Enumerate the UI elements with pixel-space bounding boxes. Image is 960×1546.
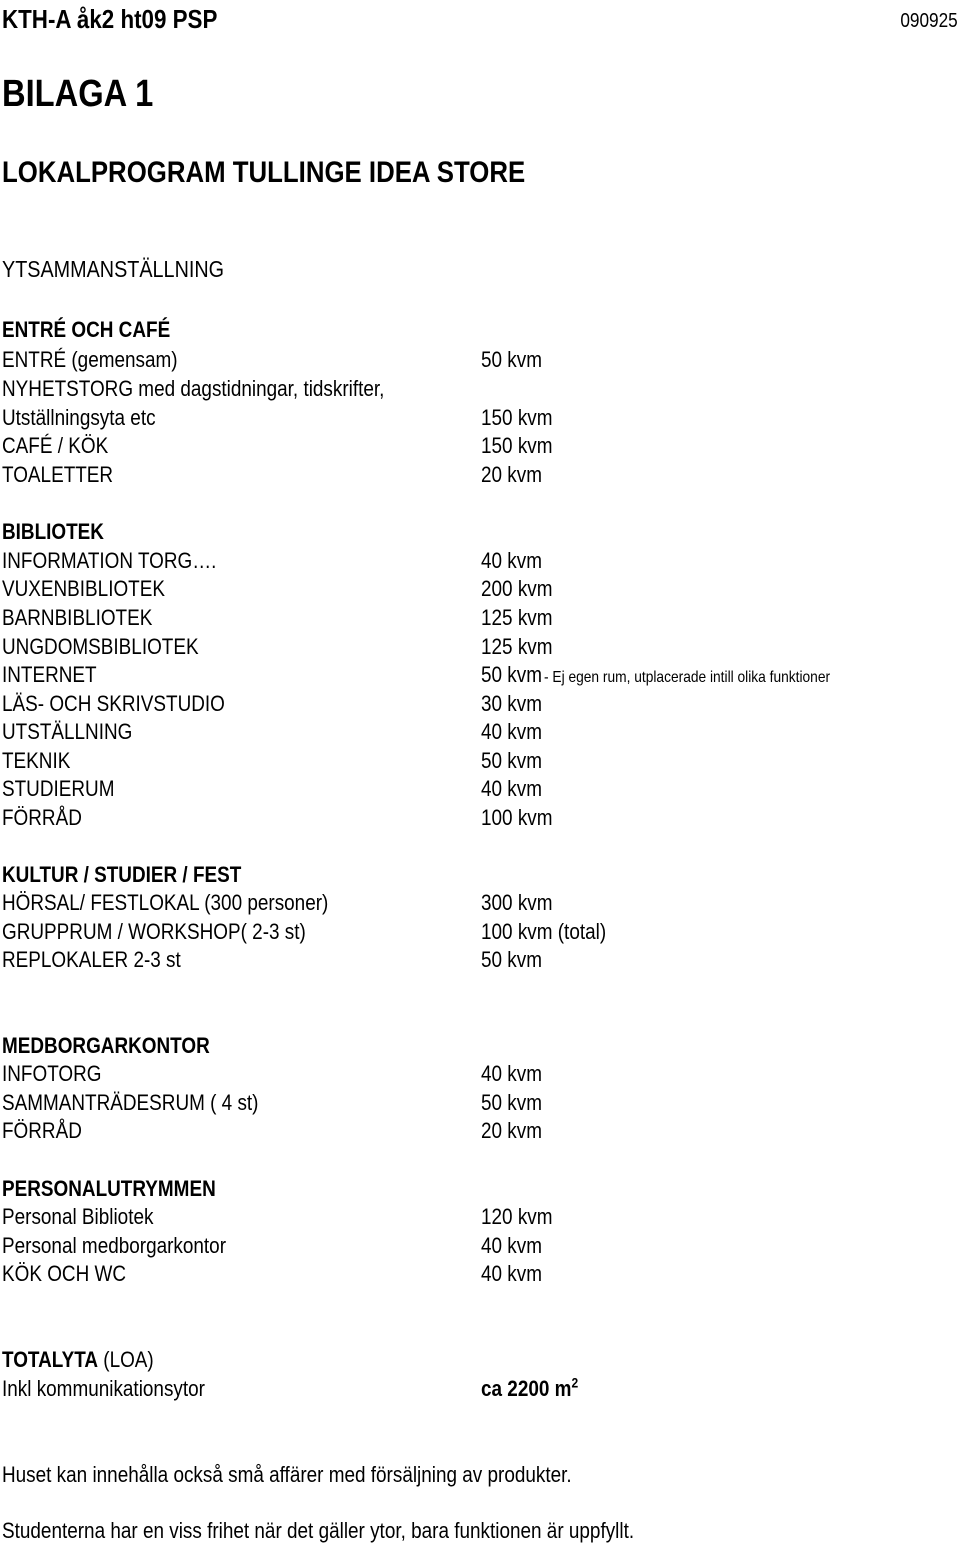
internet-note: - Ej egen rum, utplacerade intill olika funktioner	[543, 669, 830, 686]
program-title	[2, 156, 610, 190]
list-item-label: FÖRRÅD	[2, 1118, 82, 1143]
list-item-area: 100 kvm (total)	[481, 919, 607, 944]
list-item-area: 50 kvm	[481, 947, 542, 972]
list-item-label: SAMMANTRÄDESRUM ( 4 st)	[2, 1090, 259, 1115]
list-item-label: REPLOKALER 2-3 st	[2, 947, 181, 972]
list-item-area: 50 kvm	[481, 748, 542, 773]
list-item-area: 20 kvm	[481, 462, 542, 487]
list-item-area: 30 kvm	[481, 691, 542, 716]
list-item-area: 40 kvm	[481, 548, 542, 573]
list-item-label: Utställningsyta etc	[2, 405, 156, 430]
list-item-label: BARNBIBLIOTEK	[2, 605, 153, 630]
list-item-area: 40 kvm	[481, 776, 542, 801]
group-title-kultur	[2, 861, 280, 889]
total-value-text: ca 2200 m	[481, 1376, 572, 1401]
footer-note-students: Studenterna har en viss frihet när det gäller ytor, bara funktionen är uppfyllt.	[2, 1518, 635, 1543]
list-item-label: CAFÉ / KÖK	[2, 433, 109, 458]
list-item-area: 40 kvm	[481, 1061, 542, 1086]
group-title-bibliotek	[2, 518, 121, 546]
list-item-area: 200 kvm	[481, 576, 553, 601]
list-item-area: 50 kvm- Ej egen rum, utplacerade intill olika funktioner	[481, 661, 877, 692]
list-item-area: 125 kvm	[481, 634, 553, 659]
list-item-label: HÖRSAL/ FESTLOKAL (300 personer)	[2, 890, 329, 915]
list-item-area: 50 kvm	[481, 347, 542, 372]
program-title-text: LOKALPROGRAM TULLINGE IDEA STORE	[2, 156, 526, 189]
total-value-superscript: 2	[571, 1374, 579, 1391]
list-item-label: FÖRRÅD	[2, 805, 82, 830]
group-title-text: KULTUR / STUDIER / FEST	[2, 862, 242, 887]
list-item-label: INFORMATION TORG….	[2, 548, 217, 573]
course-header-text: KTH-A åk2 ht09 PSP	[2, 4, 218, 34]
list-item-label: Personal medborgarkontor	[2, 1233, 227, 1258]
group-title-personal	[2, 1175, 251, 1203]
list-item-area: 50 kvm	[481, 1090, 542, 1115]
list-item-label: GRUPPRUM / WORKSHOP( 2-3 st)	[2, 919, 306, 944]
list-item-area: 100 kvm	[481, 805, 553, 830]
list-item-area: 40 kvm	[481, 1233, 542, 1258]
list-item-label: STUDIERUM	[2, 776, 115, 801]
list-item-label: NYHETSTORG med dagstidningar, tidskrifter,	[2, 376, 385, 401]
list-item-label: LÄS- OCH SKRIVSTUDIO	[2, 691, 225, 716]
total-title	[2, 1346, 178, 1374]
bilaga-title	[2, 72, 178, 116]
group-title-medborgarkontor	[2, 1032, 244, 1060]
list-item-area: 125 kvm	[481, 605, 553, 630]
total-sub-label: Inkl kommunikationsytor	[2, 1376, 205, 1401]
list-item-area: 120 kvm	[481, 1204, 553, 1229]
list-item-label: VUXENBIBLIOTEK	[2, 576, 165, 601]
list-item-area: 150 kvm	[481, 405, 553, 430]
bilaga-title-text: BILAGA 1	[2, 73, 154, 115]
total-value	[481, 1375, 594, 1403]
course-header	[2, 4, 252, 34]
total-title-bold: TOTALYTA	[2, 1347, 99, 1372]
list-item-label: INTERNET	[2, 662, 97, 687]
list-item-label: UNGDOMSBIBLIOTEK	[2, 634, 199, 659]
group-title-text: BIBLIOTEK	[2, 519, 104, 544]
group-title-entre-cafe	[2, 316, 198, 344]
list-item-label: TOALETTER	[2, 462, 114, 487]
list-item-label: INFOTORG	[2, 1061, 102, 1086]
list-item-label: TEKNIK	[2, 748, 71, 773]
section-heading-text: YTSAMMANSTÄLLNING	[2, 256, 225, 282]
list-item-label: Personal Bibliotek	[2, 1204, 154, 1229]
list-item-label: UTSTÄLLNING	[2, 719, 133, 744]
list-item-area: 40 kvm	[481, 719, 542, 744]
list-item-label: KÖK OCH WC	[2, 1261, 127, 1286]
footer-note-shops: Huset kan innehålla också små affärer med försäljning av produkter.	[2, 1462, 572, 1487]
document-date-text: 090925	[900, 10, 958, 32]
list-item-area: 20 kvm	[481, 1118, 542, 1143]
list-item-area: 150 kvm	[481, 433, 553, 458]
list-item-label: ENTRÉ (gemensam)	[2, 347, 178, 372]
group-title-text: ENTRÉ OCH CAFÉ	[2, 317, 171, 342]
group-title-text: MEDBORGARKONTOR	[2, 1033, 210, 1058]
group-title-text: PERSONALUTRYMMEN	[2, 1176, 216, 1201]
total-title-rest: (LOA)	[98, 1347, 154, 1372]
section-heading	[2, 255, 260, 283]
list-item-area: 300 kvm	[481, 890, 553, 915]
list-item-area: 40 kvm	[481, 1261, 542, 1286]
document-date	[891, 6, 958, 36]
